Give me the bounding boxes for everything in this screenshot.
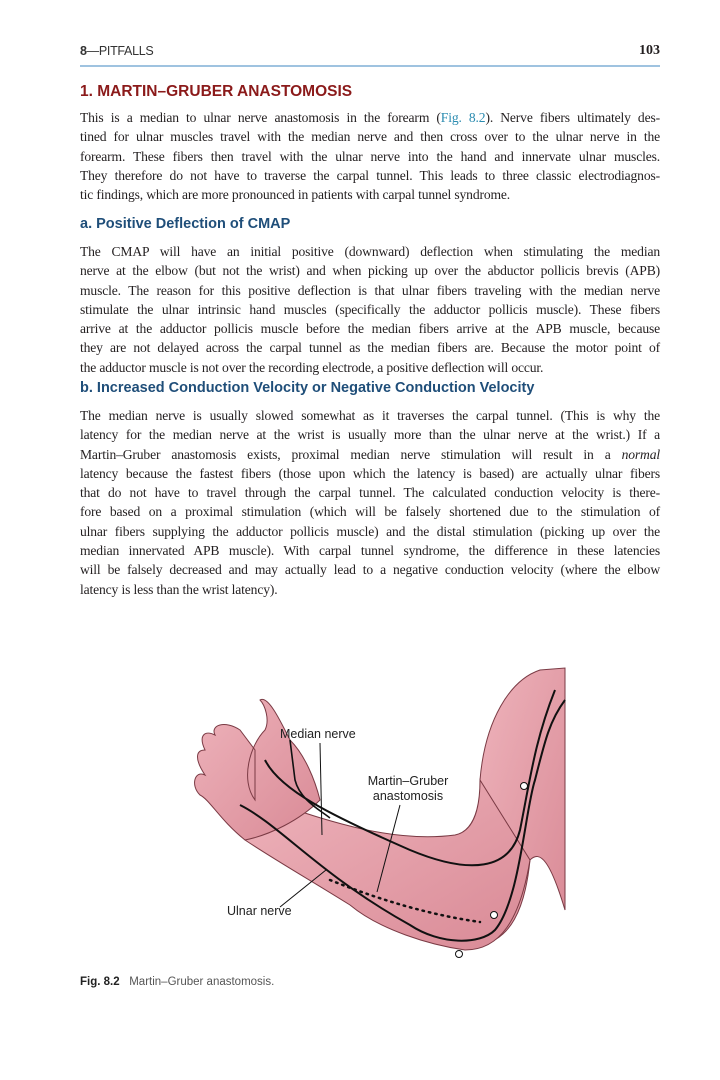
text-line: that do not have to travel through the carpal tunnel. The calculated conduction velocity is there-	[80, 485, 660, 501]
figure-arm-illustration	[180, 660, 570, 970]
text-line: This is a median to ulnar nerve anastomosis in the forearm (Fig. 8.2). Nerve fibers ultimately des-	[80, 110, 660, 125]
subsection-b-paragraph	[80, 406, 660, 599]
caption-text: Martin–Gruber anastomosis.	[129, 976, 275, 988]
text-line: the adductor muscle is not over the recording electrode, a positive deflection will occur.	[80, 359, 544, 375]
text-line: The median nerve is usually slowed somewhat as it traverses the carpal tunnel. (This is why the	[80, 408, 660, 423]
subsection-heading-b: b. Increased Conduction Velocity or Negative Conduction Velocity	[80, 380, 535, 396]
header-rule	[80, 65, 660, 67]
label-martin-gruber	[358, 774, 458, 804]
text-line: latency for the median nerve at the wrist is usually more than the ulnar nerve at the wrist.) If a	[80, 427, 660, 443]
label-mg-line1: Martin–Gruber	[367, 774, 449, 788]
text-line: will be falsely decreased and may actually lead to a negative conduction velocity (where the elbow	[80, 562, 660, 578]
text-line: tined for ulnar muscles travel with the median nerve and then cross over to the ulnar nerve in the	[80, 129, 660, 145]
text-line: latency is less than the wrist latency).	[80, 581, 278, 597]
subsection-heading-a: a. Positive Deflection of CMAP	[80, 216, 291, 232]
text-line: latency because the fastest fibers (those upon which the latency is based) are actually ulnar fibers	[80, 465, 660, 481]
chapter-number: 8	[80, 44, 87, 58]
text-line: arrive at the adductor pollicis muscle before the median fibers arrive at the APB muscle, because	[80, 321, 660, 337]
page-number: 103	[639, 43, 660, 58]
text-line: forearm. These fibers then travel with the ulnar nerve into the hand and innervate ulnar muscles.	[80, 148, 660, 164]
figure-reference-link[interactable]: Fig. 8.2	[440, 110, 486, 125]
arm-drawing	[180, 660, 570, 970]
stimulation-point	[521, 783, 528, 790]
text-line: stimulate the ulnar intrinsic hand muscles (specifically the adductor pollicis muscle). These fibers	[80, 301, 660, 317]
section-paragraph	[80, 108, 660, 204]
text-line: The CMAP will have an initial positive (downward) deflection when stimulating the median	[80, 244, 660, 259]
text-line: They therefore do not have to traverse the carpal tunnel. This leads to three classic electrodiagnos-	[80, 167, 660, 183]
chapter-separator: —	[86, 44, 99, 58]
text-line: nerve at the elbow (but not the wrist) and when picking up over the abductor pollicis brevis (APB)	[80, 263, 660, 279]
text-line: ulnar fibers supplying the adductor pollicis muscle) and the distal stimulation (picking up over the	[80, 523, 660, 539]
text-line: median innervated APB muscle). With carpal tunnel syndrome, the difference in these latencies	[80, 543, 660, 559]
subsection-a-paragraph	[80, 242, 660, 377]
label-median-nerve: Median nerve	[280, 727, 356, 741]
text-line: fore based on a proximal stimulation (which will be falsely shortened due to the stimulation of	[80, 504, 660, 520]
chapter-title: PITFALLS	[98, 44, 154, 58]
text-line: tic findings, which are more pronounced in patients with carpal tunnel syndrome.	[80, 187, 511, 203]
text-line: muscle. The reason for this positive deflection is that ulnar fibers traveling with the median nerve	[80, 282, 660, 298]
stimulation-point	[456, 951, 463, 958]
section-heading: 1. MARTIN–GRUBER ANASTOMOSIS	[80, 83, 353, 100]
running-header	[80, 44, 660, 64]
figure-caption	[80, 976, 274, 988]
stimulation-point	[491, 912, 498, 919]
label-mg-line2: anastomosis	[372, 789, 444, 803]
caption-label: Fig. 8.2	[80, 976, 120, 988]
label-ulnar-nerve: Ulnar nerve	[227, 904, 292, 918]
chapter-label	[80, 44, 153, 58]
text-line: Martin–Gruber anastomosis exists, proximal median nerve stimulation will result in a normal	[80, 446, 660, 462]
emphasis-text: normal	[621, 446, 660, 462]
text-line: they are not delayed across the carpal tunnel as the median fibers are. Because the motor point of	[80, 340, 660, 356]
